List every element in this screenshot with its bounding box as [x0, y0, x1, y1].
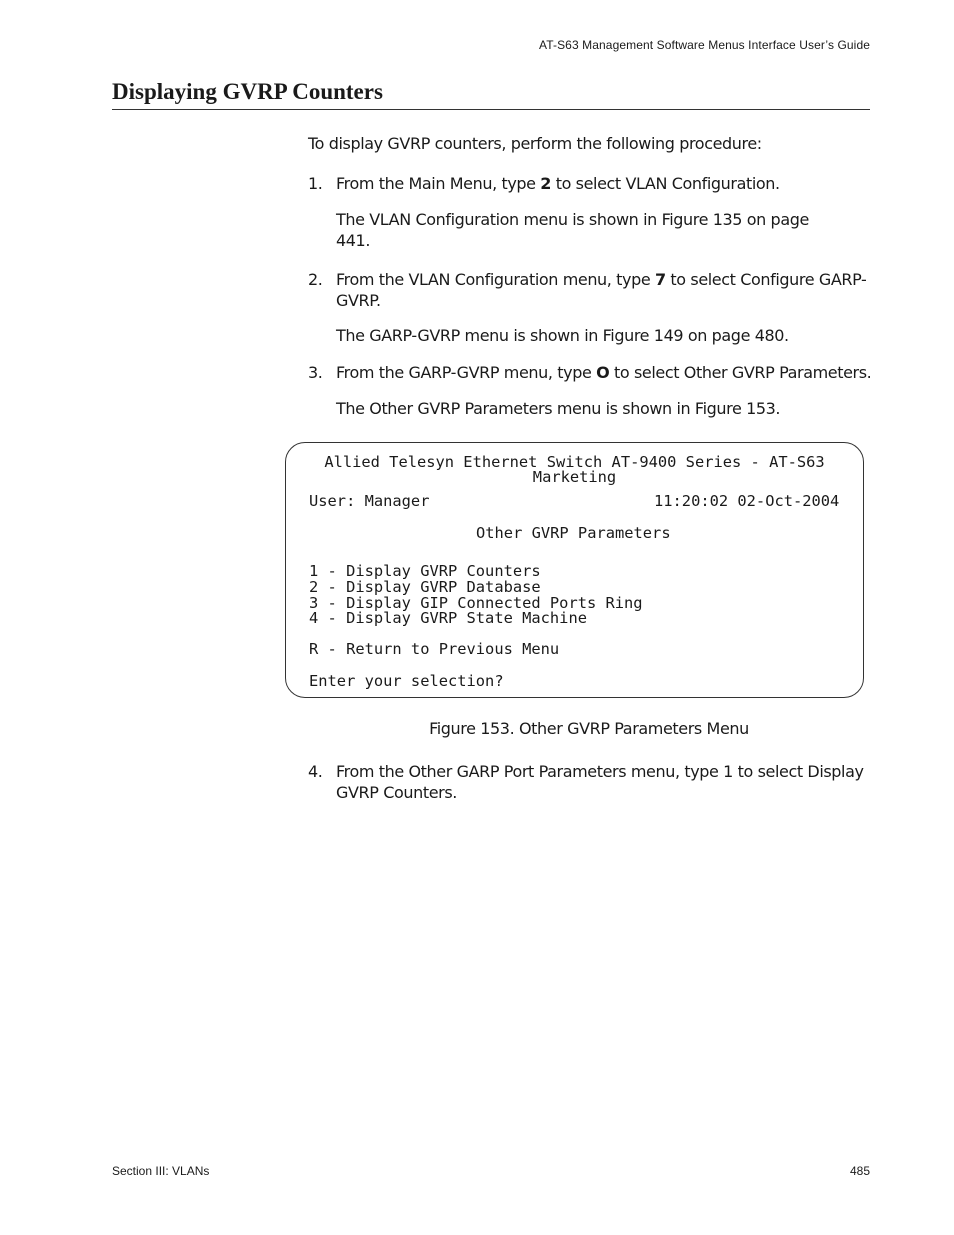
terminal-prompt: Enter your selection?: [309, 672, 504, 690]
terminal-option-2: 2 - Display GVRP Database: [309, 578, 541, 596]
intro-paragraph: To display GVRP counters, perform the following procedure:: [308, 134, 762, 153]
step-3-note: The Other GVRP Parameters menu is shown in Figure 153.: [336, 399, 781, 418]
step-1-note: The VLAN Configuration menu is shown in Figure 135 on page 441.: [336, 210, 809, 250]
step-2-key: 7: [655, 270, 666, 289]
terminal-option-3: 3 - Display GIP Connected Ports Ring: [309, 594, 643, 612]
running-header: AT-S63 Management Software Menus Interface User’s Guide: [539, 38, 870, 52]
terminal-datetime: 11:20:02 02-Oct-2004: [654, 492, 840, 510]
section-title: Displaying GVRP Counters: [112, 79, 383, 104]
footer-section: Section III: VLANs: [112, 1164, 210, 1178]
title-divider: [112, 109, 870, 110]
step-1-key: 2: [540, 174, 552, 193]
step-2-note: The GARP-GVRP menu is shown in Figure 149 on page 480.: [336, 326, 789, 345]
step-3-key: O: [596, 363, 610, 382]
terminal-return-option: R - Return to Previous Menu: [309, 640, 560, 658]
step-3-number: 3.: [308, 363, 323, 382]
step-4-number: 4.: [308, 762, 323, 781]
figure-caption: Figure 153. Other GVRP Parameters Menu: [429, 719, 749, 738]
terminal-option-1: 1 - Display GVRP Counters: [309, 562, 541, 580]
step-3-text: From the GARP-GVRP menu, type O to select Other GVRP Parameters.: [336, 363, 872, 382]
terminal-user: User: Manager: [309, 492, 430, 510]
step-2-number: 2.: [308, 270, 323, 289]
step-2-text: From the VLAN Configuration menu, type 7 to select Configure GARP-GVRP.: [336, 270, 867, 310]
terminal-banner-line2: Marketing: [532, 468, 617, 486]
step-4-text: From the Other GARP Port Parameters menu, type 1 to select Display GVRP Counters.: [336, 762, 864, 802]
step-1-text: From the Main Menu, type 2 to select VLAN Configuration.: [336, 174, 780, 193]
footer-page-number: 485: [849, 1164, 870, 1178]
terminal-option-4: 4 - Display GVRP State Machine: [309, 609, 587, 627]
terminal-banner-line1: Allied Telesyn Ethernet Switch AT-9400 Series - AT-S63: [324, 453, 825, 471]
step-1-number: 1.: [308, 174, 323, 193]
terminal-menu-title: Other GVRP Parameters: [476, 524, 671, 542]
